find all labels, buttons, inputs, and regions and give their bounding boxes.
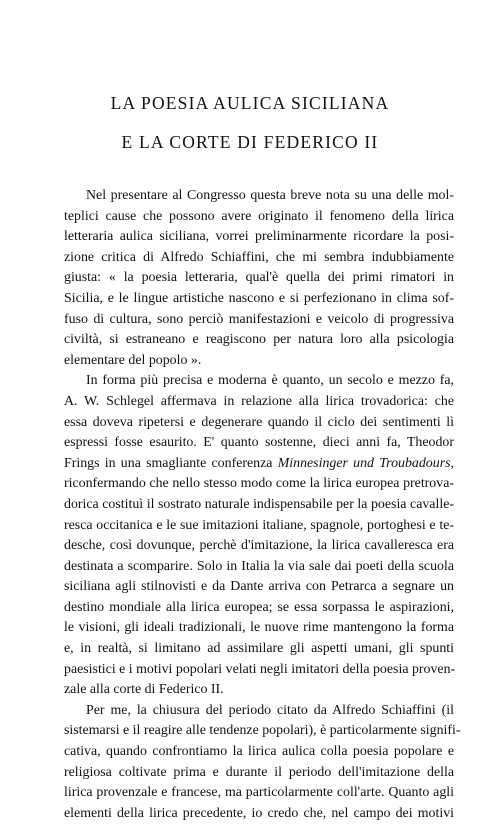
text-line: essa doveva ripetersi e degenerare quando il ciclo dei sentimenti lì [64,414,454,430]
title-line-1: LA POESIA AULICA SICILIANA [110,93,390,113]
text-line: elementare del popolo ». [64,352,202,368]
text-line: Per me, la chiusura del periodo citato da Alfredo Schiaffini (il [86,702,454,718]
paragraph-2 [64,371,454,701]
text-line: resca occitanica e le sue imitazioni italiane, spagnole, portoghesi e te- [64,517,454,533]
text-line: riconfermando che nello stesso modo come la lirica europea pretrova- [64,476,454,492]
text-line: letteraria aulica siciliana, vorrei preliminarmente ricordare la posi- [64,229,454,245]
text-line: A. W. Schlegel affermava in relazione alla lirica trovadorica: che [64,393,454,409]
text-line: desche, così dovunque, perchè d'imitazione, la lirica cavalleresca era [64,538,454,554]
body-text [64,186,461,824]
text-line: espressi fosse esaurito. E' quanto sostenne, dieci anni fa, Theodor [64,435,454,451]
text-line: le visioni, gli ideali tradizionali, le nuove rime mantengono la forma [64,620,454,636]
text-line: zione critica di Alfredo Schiaffini, che mi sembra indubbiamente [64,249,454,265]
text-line: Sicilia, e le lingue artistiche nascono e si perfezionano in clima sof- [64,290,454,306]
text-line: siciliana agli stilnovisti e da Dante arriva con Petrarca a segnare un [64,579,454,595]
text-line: paesistici e i motivi popolari velati negli imitatori della poesia proven- [64,661,456,677]
text-segment: Frings in una smagliante conferenza [64,455,273,471]
text-line: cativa, quando confrontiamo la lirica aulica colla poesia popolare e [64,744,454,760]
text-line: teplici cause che possono avere originato il fenomeno della lirica [64,208,454,224]
text-line: In forma più precisa e moderna è quanto, un secolo e mezzo fa, [86,373,454,389]
italic-work-title: Minnesinger und Troubadours, [277,455,454,471]
text-line: Nel presentare al Congresso questa breve nota su una delle mol- [86,188,454,203]
text-line: fuso di cultura, sono perciò manifestazioni e veicolo di progressiva [64,311,454,327]
paragraph-1 [64,186,454,371]
text-line: destinata a scomparire. Solo in Italia la via sale dai poeti della scuola [64,558,454,574]
title-line-2: E LA CORTE DI FEDERICO II [121,132,379,152]
text-line: lirica provenzale e francese, ma particolarmente coll'arte. Quanto agli [64,785,454,801]
text-line-with-italic-title [64,454,454,475]
text-line: dorica costituì il sostrato naturale indispensabile per la poesia cavalle- [64,496,454,512]
text-line: giusta: « la poesia letteraria, qual'è quella dei primi rimatori in [64,270,454,286]
text-line: elementi della lirica precedente, io credo che, nel campo dei motivi [64,805,454,821]
text-line: religiosa coltivate prima e durante il periodo dell'imitazione della [64,764,454,780]
text-line: destino mondiale alla lirica europea; se essa sorpassa le aspirazioni, [64,599,454,615]
paragraph-3 [64,701,461,824]
text-line: sistemarsi e il reagire alle tendenze popolari), è particolarmente signifi- [64,723,461,739]
text-line: zale alla corte di Federico II. [64,682,224,698]
text-line: e, in realtà, si limitano ad assimilare gli aspetti umani, gli spunti [64,641,454,657]
text-line: civiltà, si estraneano e reagiscono per natura loro alla psicologia [64,332,454,348]
